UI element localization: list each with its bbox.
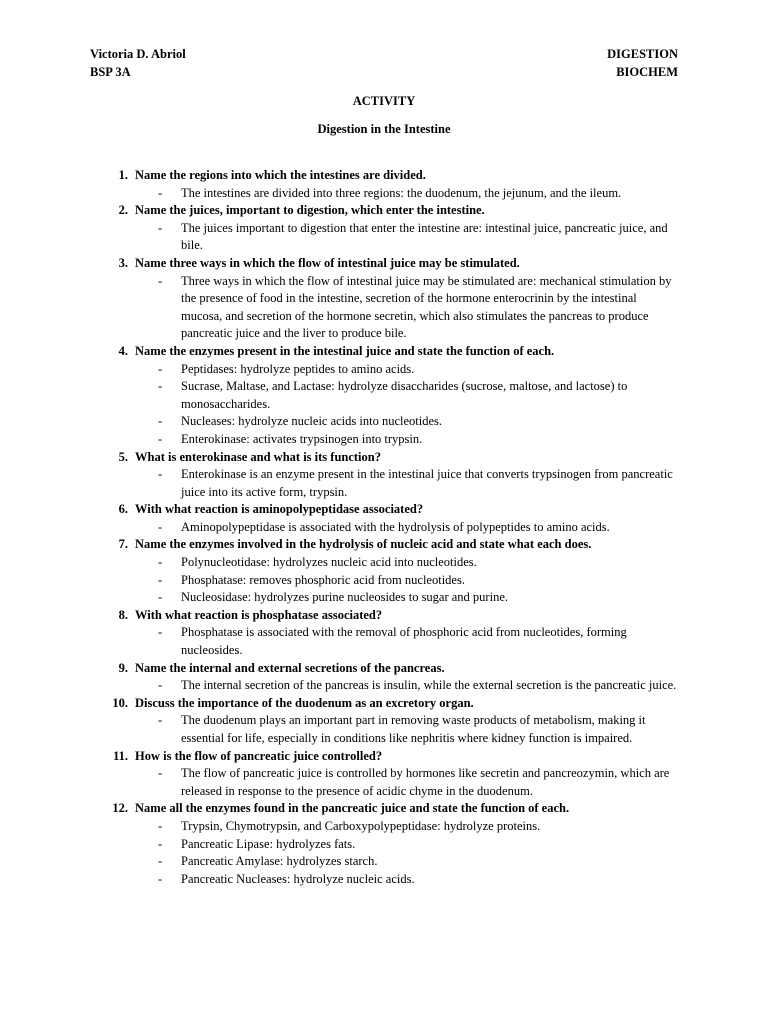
- question-item: [90, 607, 690, 660]
- answer-item: [90, 677, 690, 695]
- question-item: [90, 202, 690, 255]
- question-text: With what reaction is phosphatase associated?: [135, 607, 383, 622]
- question-item: [90, 343, 690, 449]
- answer-list: [90, 554, 690, 607]
- bullet-dash: -: [158, 431, 163, 446]
- answer-item: [90, 519, 690, 537]
- answer-list: [90, 677, 690, 695]
- question-line: [90, 255, 690, 273]
- answer-text: The internal secretion of the pancreas is insulin, while the external secretion is the pancreatic juice.: [181, 678, 677, 693]
- question-line: [90, 536, 690, 554]
- answer-text: The juices important to digestion that enter the intestine are: intestinal juice, pancreatic juice, and bile.: [181, 220, 668, 253]
- answer-list: [90, 519, 690, 537]
- header-right: [607, 45, 678, 81]
- question-item: [90, 660, 690, 695]
- bullet-dash: -: [158, 185, 163, 200]
- answer-item: [90, 220, 690, 255]
- header-left: [90, 45, 186, 81]
- question-text: Discuss the importance of the duodenum as an excretory organ.: [135, 695, 474, 710]
- bullet-dash: -: [158, 379, 163, 394]
- topic-label: DIGESTION: [607, 47, 678, 61]
- answer-list: [90, 624, 690, 659]
- question-number: 9.: [118, 660, 128, 675]
- answer-list: [90, 361, 690, 449]
- question-number: 3.: [118, 255, 128, 270]
- answer-item: [90, 361, 690, 379]
- bullet-dash: -: [158, 572, 163, 587]
- bullet-dash: -: [158, 414, 163, 429]
- question-item: [90, 449, 690, 502]
- answer-item: [90, 853, 690, 871]
- question-item: [90, 501, 690, 536]
- answer-item: [90, 554, 690, 572]
- answer-item: [90, 413, 690, 431]
- question-item: [90, 536, 690, 606]
- answer-text: Enterokinase is an enzyme present in the intestinal juice that converts trypsinogen from pancreatic juice into its active form, trypsin.: [181, 467, 673, 499]
- question-line: [90, 202, 690, 220]
- answer-text: Sucrase, Maltase, and Lactase: hydrolyze disaccharides (sucrose, maltose, and lactose) to monosaccharides.: [181, 379, 628, 411]
- answer-item: [90, 185, 690, 203]
- question-list: [90, 167, 690, 888]
- question-item: [90, 695, 690, 748]
- author-name: Victoria D. Abriol: [90, 47, 186, 61]
- answer-list: [90, 220, 690, 255]
- question-number: 1.: [118, 168, 128, 182]
- question-text: What is enterokinase and what is its function?: [135, 449, 381, 464]
- question-text: Name all the enzymes found in the pancreatic juice and state the function of each.: [135, 801, 570, 816]
- answer-text: Pancreatic Nucleases: hydrolyze nucleic acids.: [181, 871, 415, 886]
- answer-text: Polynucleotidase: hydrolyzes nucleic acid into nucleotides.: [181, 555, 477, 570]
- question-line: [90, 800, 690, 818]
- question-item: [90, 800, 690, 888]
- answer-item: [90, 378, 690, 413]
- course-label: BIOCHEM: [616, 65, 678, 79]
- answer-item: [90, 818, 690, 836]
- bullet-dash: -: [158, 678, 163, 693]
- bullet-dash: -: [158, 590, 163, 605]
- question-line: [90, 748, 690, 766]
- answer-item: [90, 572, 690, 590]
- answer-text: Peptidases: hydrolyze peptides to amino acids.: [181, 361, 415, 376]
- answer-text: The flow of pancreatic juice is controlled by hormones like secretin and pancreozymin, which are released in response to the presence of acidic chyme in the duodenum.: [181, 766, 670, 798]
- answer-text: Phosphatase: removes phosphoric acid from nucleotides.: [181, 572, 465, 587]
- question-number: 5.: [118, 449, 128, 464]
- question-line: [90, 449, 690, 467]
- question-line: [90, 501, 690, 519]
- question-number: 11.: [113, 748, 128, 763]
- answer-text: Nucleosidase: hydrolyzes purine nucleosides to sugar and purine.: [181, 590, 508, 605]
- bullet-dash: -: [158, 467, 163, 482]
- question-line: [90, 167, 690, 185]
- question-item: [90, 748, 690, 801]
- question-text: Name the enzymes involved in the hydrolysis of nucleic acid and state what each does.: [135, 537, 592, 552]
- answer-list: [90, 466, 690, 501]
- question-number: 2.: [118, 203, 128, 218]
- answer-text: Trypsin, Chymotrypsin, and Carboxypolypeptidase: hydrolyze proteins.: [181, 818, 541, 833]
- question-number: 8.: [118, 607, 128, 622]
- answer-item: [90, 466, 690, 501]
- bullet-dash: -: [158, 766, 163, 781]
- question-line: [90, 343, 690, 361]
- answer-item: [90, 712, 690, 747]
- answer-list: [90, 273, 690, 343]
- question-number: 4.: [118, 343, 128, 358]
- bullet-dash: -: [158, 871, 163, 886]
- bullet-dash: -: [158, 519, 163, 534]
- question-item: [90, 167, 690, 202]
- question-text: How is the flow of pancreatic juice controlled?: [135, 748, 383, 763]
- question-line: [90, 607, 690, 625]
- section-label: BSP 3A: [90, 65, 131, 79]
- answer-item: [90, 273, 690, 343]
- answer-item: [90, 589, 690, 607]
- answer-text: The duodenum plays an important part in removing waste products of metabolism, making it essential for life, especially in conditions like nephritis where kidney function is impaired.: [181, 713, 646, 745]
- bullet-dash: -: [158, 220, 163, 235]
- answer-text: Aminopolypeptidase is associated with the hydrolysis of polypeptides to amino acids.: [181, 519, 610, 534]
- bullet-dash: -: [158, 273, 163, 288]
- bullet-dash: -: [158, 854, 163, 869]
- question-text: Name the regions into which the intestines are divided.: [135, 168, 426, 182]
- answer-item: [90, 624, 690, 659]
- question-number: 7.: [118, 537, 128, 552]
- question-item: [90, 255, 690, 343]
- answer-text: The intestines are divided into three regions: the duodenum, the jejunum, and the ileum.: [181, 185, 622, 200]
- bullet-dash: -: [158, 836, 163, 851]
- question-text: With what reaction is aminopolypeptidase associated?: [135, 502, 424, 517]
- question-text: Name three ways in which the flow of intestinal juice may be stimulated.: [135, 255, 520, 270]
- bullet-dash: -: [158, 625, 163, 640]
- answer-text: Nucleases: hydrolyze nucleic acids into nucleotides.: [181, 414, 443, 429]
- answer-list: [90, 185, 690, 203]
- question-number: 10.: [112, 695, 128, 710]
- question-text: Name the enzymes present in the intestinal juice and state the function of each.: [135, 343, 555, 358]
- question-line: [90, 695, 690, 713]
- answer-item: [90, 765, 690, 800]
- question-text: Name the internal and external secretions of the pancreas.: [135, 660, 445, 675]
- answer-text: Enterokinase: activates trypsinogen into trypsin.: [181, 431, 423, 446]
- question-text: Name the juices, important to digestion, which enter the intestine.: [135, 203, 485, 218]
- bullet-dash: -: [158, 555, 163, 570]
- bullet-dash: -: [158, 713, 163, 728]
- document-title: ACTIVITY: [352, 94, 416, 108]
- answer-list: [90, 818, 690, 888]
- bullet-dash: -: [158, 818, 163, 833]
- question-number: 12.: [112, 801, 128, 816]
- question-number: 6.: [118, 502, 128, 517]
- answer-text: Three ways in which the flow of intestinal juice may be stimulated are: mechanical stimulation by the presence of food in the intestine, secretion of the hormone enterocrinin by the intestinal mucosa, and secretion of the hormone secretin, which also stimulates the pancreas to produce pancreatic juice and the liver to produce bile.: [181, 273, 672, 341]
- answer-item: [90, 836, 690, 854]
- answer-text: Pancreatic Amylase: hydrolyzes starch.: [181, 854, 378, 869]
- answer-text: Phosphatase is associated with the removal of phosphoric acid from nucleotides, forming nucleosides.: [181, 625, 627, 658]
- answer-list: [90, 712, 690, 747]
- answer-item: [90, 431, 690, 449]
- document-subtitle: Digestion in the Intestine: [317, 122, 451, 136]
- question-line: [90, 660, 690, 678]
- bullet-dash: -: [158, 361, 163, 376]
- answer-item: [90, 871, 690, 889]
- answer-list: [90, 765, 690, 800]
- answer-text: Pancreatic Lipase: hydrolyzes fats.: [181, 836, 356, 851]
